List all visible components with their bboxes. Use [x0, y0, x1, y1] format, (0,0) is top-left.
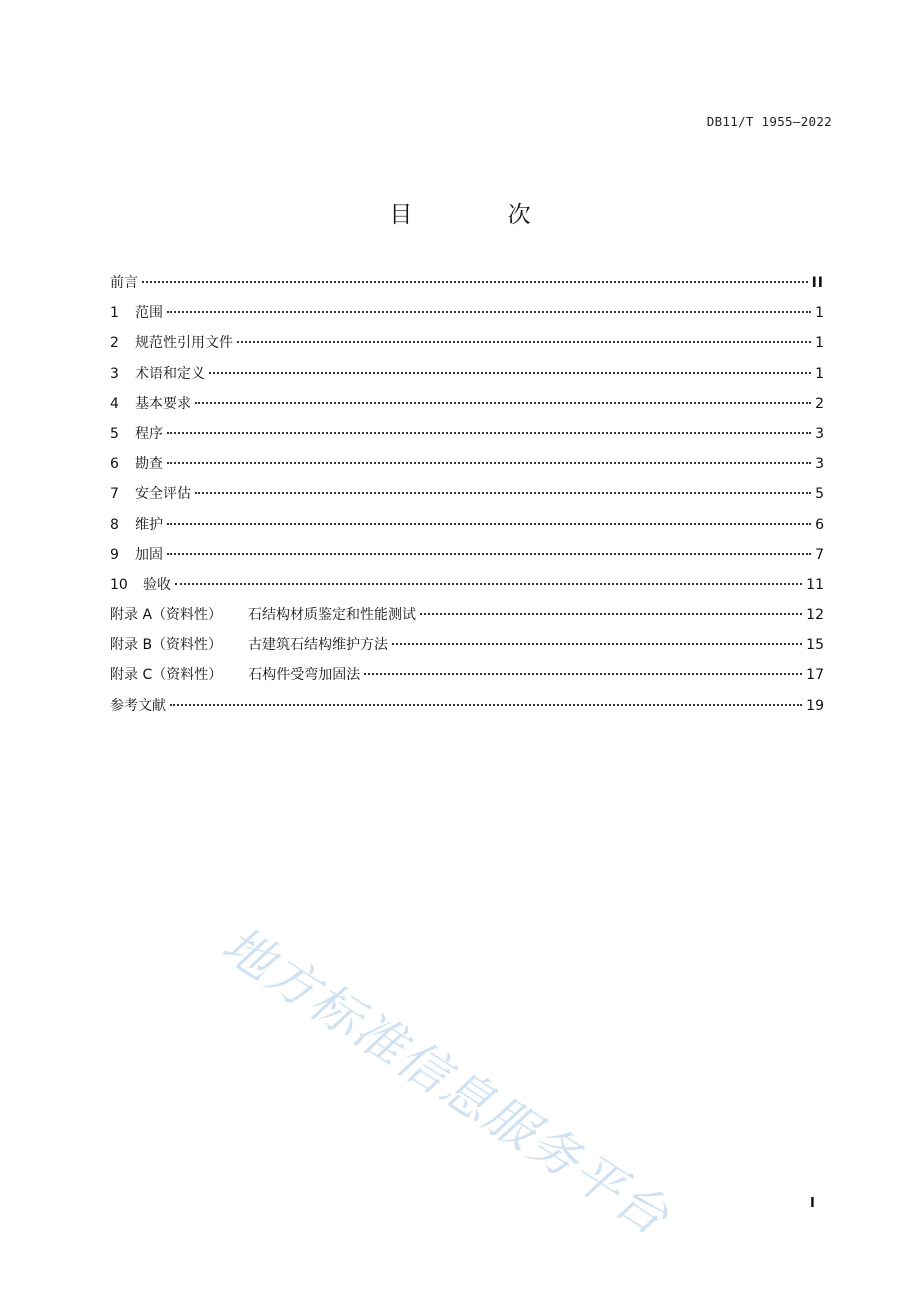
- toc-entry-number: 1: [110, 305, 119, 322]
- toc-entry-number: 4: [110, 395, 119, 412]
- toc-entry-title: 石构件受弯加固法: [248, 667, 361, 684]
- toc-entry-page: 19: [806, 697, 824, 714]
- toc-leader-dots: [209, 372, 811, 374]
- toc-entry-4[interactable]: [110, 393, 824, 423]
- toc-entry-10[interactable]: [110, 574, 824, 604]
- toc-entry-7[interactable]: [110, 483, 824, 513]
- toc-entry-bibliography[interactable]: [110, 695, 824, 725]
- toc-entry-page: 3: [815, 425, 824, 442]
- toc-entry-title: 规范性引用文件: [135, 335, 233, 352]
- toc-leader-dots: [167, 553, 811, 555]
- page-title: 目 次: [389, 202, 575, 228]
- toc-entry-8[interactable]: [110, 514, 824, 544]
- page-number: I: [810, 1196, 815, 1211]
- toc-entry-title: 基本要求: [135, 395, 191, 412]
- toc-leader-dots: [142, 281, 808, 283]
- toc-entry-number: 9: [110, 546, 119, 563]
- toc-entry-title: 前言: [110, 275, 138, 291]
- toc-leader-dots: [167, 311, 811, 313]
- toc-entry-title: 范围: [135, 305, 163, 322]
- toc-entry-number: 2: [110, 335, 119, 352]
- toc-leader-dots: [420, 613, 802, 615]
- toc-entry-5[interactable]: [110, 423, 824, 453]
- toc-entry-page: 1: [815, 305, 824, 322]
- toc-leader-dots: [364, 673, 802, 675]
- toc-leader-dots: [167, 432, 811, 434]
- table-of-contents: [110, 272, 824, 725]
- toc-entry-foreword[interactable]: [110, 272, 824, 302]
- toc-leader-dots: [195, 402, 811, 404]
- toc-entry-page: 5: [815, 486, 824, 503]
- toc-entry-title: 维护: [135, 516, 163, 533]
- toc-entry-number: 3: [110, 365, 119, 382]
- toc-entry-title: 勘查: [135, 456, 163, 473]
- toc-entry-page: 17: [806, 667, 824, 684]
- toc-entry-page: II: [811, 275, 824, 291]
- toc-leader-dots: [167, 523, 811, 525]
- toc-entry-1[interactable]: [110, 302, 824, 332]
- document-code: DB11/T 1955—2022: [706, 114, 832, 129]
- toc-entry-9[interactable]: [110, 544, 824, 574]
- toc-entry-number: 10: [110, 576, 128, 593]
- toc-entry-title: 术语和定义: [135, 365, 205, 382]
- toc-leader-dots: [392, 643, 802, 645]
- toc-entry-page: 6: [815, 516, 824, 533]
- toc-annex-label: 附录 A（资料性）: [110, 607, 223, 624]
- toc-entry-page: 12: [806, 607, 824, 624]
- toc-entry-number: 5: [110, 425, 119, 442]
- toc-annex-label: 附录 B（资料性）: [110, 637, 223, 654]
- toc-entry-title: 程序: [135, 425, 163, 442]
- toc-entry-page: 11: [806, 576, 824, 593]
- toc-entry-annex-a[interactable]: [110, 604, 824, 634]
- toc-entry-title: 石结构材质鉴定和性能测试: [248, 607, 417, 624]
- toc-leader-dots: [237, 341, 811, 343]
- toc-entry-page: 2: [815, 395, 824, 412]
- toc-entry-number: 6: [110, 456, 119, 473]
- toc-entry-number: 8: [110, 516, 119, 533]
- toc-entry-title: 加固: [135, 546, 163, 563]
- toc-entry-3[interactable]: [110, 363, 824, 393]
- watermark-text: 地方标准信息服务平台: [212, 915, 680, 1247]
- toc-entry-page: 1: [815, 365, 824, 382]
- toc-entry-page: 7: [815, 546, 824, 563]
- toc-annex-label: 附录 C（资料性）: [110, 667, 223, 684]
- toc-entry-title: 安全评估: [135, 486, 191, 503]
- toc-leader-dots: [170, 704, 802, 706]
- toc-entry-annex-c[interactable]: [110, 664, 824, 694]
- toc-entry-page: 1: [815, 335, 824, 352]
- toc-entry-page: 15: [806, 637, 824, 654]
- toc-entry-number: 7: [110, 486, 119, 503]
- toc-entry-title: 参考文献: [110, 697, 166, 714]
- toc-entry-6[interactable]: [110, 453, 824, 483]
- toc-entry-2[interactable]: [110, 332, 824, 362]
- toc-entry-title: 古建筑石结构维护方法: [248, 637, 389, 654]
- toc-entry-page: 3: [815, 456, 824, 473]
- toc-leader-dots: [195, 492, 811, 494]
- toc-leader-dots: [167, 462, 811, 464]
- toc-entry-title: 验收: [143, 576, 171, 593]
- toc-entry-annex-b[interactable]: [110, 634, 824, 664]
- toc-leader-dots: [175, 583, 802, 585]
